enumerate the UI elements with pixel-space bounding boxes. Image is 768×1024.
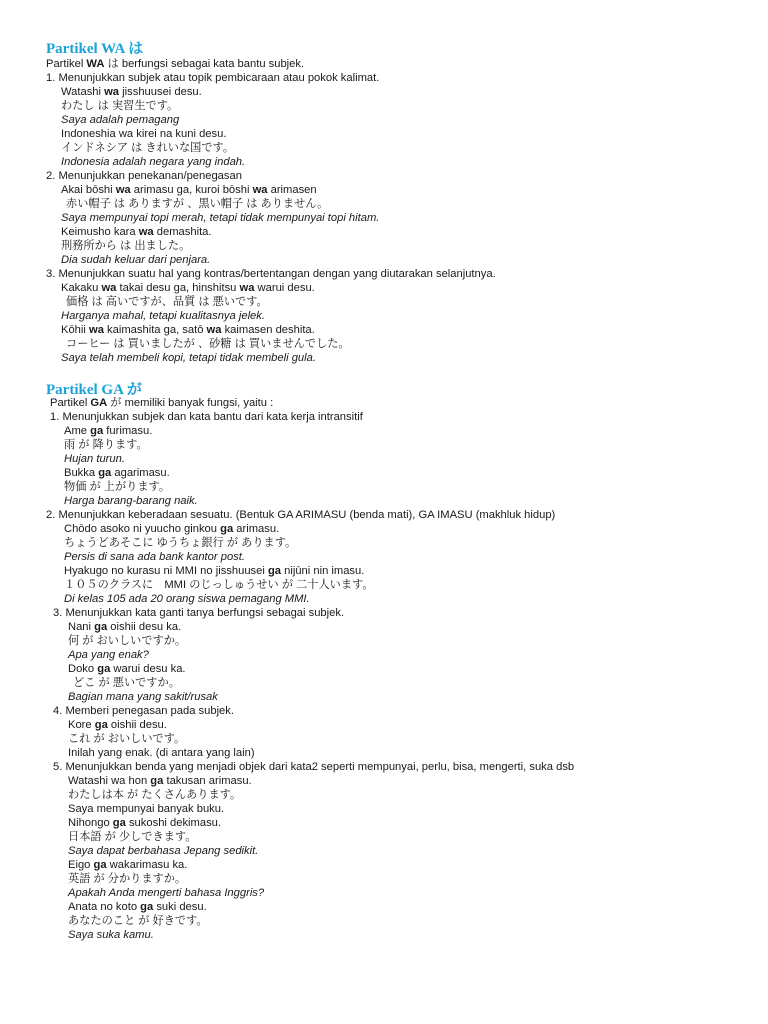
ga-5-2-translation: Saya dapat berbahasa Jepang sedikit. — [68, 845, 259, 857]
wa-3-1-romaji: Kakaku wa takai desu ga, hinshitsu wa warui desu. — [61, 282, 315, 294]
section-title-ga: Partikel GA が — [46, 382, 142, 398]
wa-3-2-translation: Saya telah membeli kopi, tetapi tidak membeli gula. — [61, 352, 316, 364]
wa-1-2-translation: Indonesia adalah negara yang indah. — [61, 156, 246, 168]
wa-3-1-translation: Harganya mahal, tetapi kualitasnya jelek. — [61, 310, 265, 322]
wa-item-2-heading: 2. Menunjukkan penekanan/penegasan — [46, 170, 242, 182]
ga-5-4-romaji: Anata no koto ga suki desu. — [68, 901, 207, 913]
ga-item-5-heading: 5. Menunjukkan benda yang menjadi objek dari kata2 seperti mempunyai, perlu, bisa, mengerti, suka dsb — [53, 761, 575, 773]
wa-1-2-japanese: インドネシア は きれいな国です。 — [61, 142, 235, 154]
ga-5-1-translation: Saya mempunyai banyak buku. — [68, 803, 225, 815]
wa-2-2-translation: Dia sudah keluar dari penjara. — [61, 254, 211, 266]
ga-2-2-translation: Di kelas 105 ada 20 orang siswa pemagang MMI. — [64, 593, 310, 605]
wa-2-1-romaji: Akai bōshi wa arimasu ga, kuroi bōshi wa arimasen — [61, 184, 317, 196]
ga-1-2-translation: Harga barang-barang naik. — [64, 495, 198, 507]
ga-5-4-translation: Saya suka kamu. — [68, 929, 154, 941]
ga-5-2-romaji: Nihongo ga sukoshi dekimasu. — [68, 817, 221, 829]
ga-1-2-romaji: Bukka ga agarimasu. — [64, 467, 170, 479]
wa-1-1-translation: Saya adalah pemagang — [61, 114, 180, 126]
ga-1-2-japanese: 物価 が 上がります。 — [64, 481, 171, 493]
section-title-wa: Partikel WA は — [46, 41, 144, 57]
ga-item-1-heading: 1. Menunjukkan subjek dan kata bantu dari kata kerja intransitif — [50, 411, 363, 423]
ga-5-3-romaji: Eigo ga wakarimasu ka. — [68, 859, 188, 871]
wa-2-2-romaji: Keimusho kara wa demashita. — [61, 226, 212, 238]
ga-3-1-romaji: Nani ga oishii desu ka. — [68, 621, 182, 633]
ga-item-3-heading: 3. Menunjukkan kata ganti tanya berfungsi sebagai subjek. — [53, 607, 345, 619]
ga-1-1-romaji: Ame ga furimasu. — [64, 425, 153, 437]
ga-5-4-japanese: あなたのこと が 好きです。 — [68, 915, 208, 927]
wa-3-2-romaji: Kōhii wa kaimashita ga, satō wa kaimasen deshita. — [61, 324, 315, 336]
wa-intro: Partikel WA は berfungsi sebagai kata bantu subjek. — [46, 58, 305, 70]
ga-5-2-japanese: 日本語 が 少しできます。 — [68, 831, 197, 843]
wa-item-1-heading: 1. Menunjukkan subjek atau topik pembicaraan atau pokok kalimat. — [46, 72, 380, 84]
ga-2-1-romaji: Chōdo asoko ni yuucho ginkou ga arimasu. — [64, 523, 280, 535]
ga-3-2-translation: Bagian mana yang sakit/rusak — [68, 691, 218, 703]
ga-5-3-japanese: 英語 が 分かりますか。 — [68, 873, 187, 885]
ga-2-1-japanese: ちょうどあそこに ゆうちょ銀行 が あります。 — [64, 537, 297, 549]
ga-3-1-japanese: 何 が おいしいですか。 — [68, 635, 187, 647]
ga-intro: Partikel GA が memiliki banyak fungsi, yaitu : — [50, 397, 274, 409]
wa-item-3-heading: 3. Menunjukkan suatu hal yang kontras/bertentangan dengan yang diutarakan selanjutnya. — [46, 268, 496, 280]
ga-2-2-romaji: Hyakugo no kurasu ni MMI no jisshuusei ga nijūni nin imasu. — [64, 565, 365, 577]
ga-2-1-translation: Persis di sana ada bank kantor post. — [64, 551, 245, 563]
wa-1-1-japanese: わたし は 実習生です。 — [61, 100, 179, 112]
ga-1-1-japanese: 雨 が 降ります。 — [64, 439, 148, 451]
ga-3-1-translation: Apa yang enak? — [68, 649, 149, 661]
wa-1-1-romaji: Watashi wa jisshuusei desu. — [61, 86, 202, 98]
ga-1-1-translation: Hujan turun. — [64, 453, 125, 465]
ga-4-1-translation: Inilah yang enak. (di antara yang lain) — [68, 747, 255, 759]
ga-3-2-romaji: Doko ga warui desu ka. — [68, 663, 186, 675]
wa-1-2-romaji: Indoneshia wa kirei na kuni desu. — [61, 128, 227, 140]
ga-item-2-heading: 2. Menunjukkan keberadaan sesuatu. (Bentuk GA ARIMASU (benda mati), GA IMASU (makhluk hidup) — [46, 509, 556, 521]
ga-4-1-japanese: これ が おいしいです。 — [68, 733, 186, 745]
ga-5-3-translation: Apakah Anda mengerti bahasa Inggris? — [68, 887, 265, 899]
ga-4-1-romaji: Kore ga oishii desu. — [68, 719, 167, 731]
wa-3-2-japanese: コーヒー は 買いましたが 、砂糖 は 買いませんでした。 — [66, 338, 350, 350]
wa-2-1-translation: Saya mempunyai topi merah, tetapi tidak mempunyai topi hitam. — [61, 212, 380, 224]
ga-3-2-japanese: どこ が 悪いですか。 — [73, 677, 180, 689]
ga-5-1-romaji: Watashi wa hon ga takusan arimasu. — [68, 775, 252, 787]
ga-5-1-japanese: わたしは本 が たくさんあります。 — [68, 789, 242, 801]
ga-2-2-japanese: １０５のクラスに MMI のじっしゅうせい が 二十人います。 — [64, 579, 374, 591]
wa-2-1-japanese: 赤い帽子 は ありますが 、黒い帽子 は ありません。 — [66, 198, 329, 210]
wa-2-2-japanese: 刑務所から は 出ました。 — [61, 240, 191, 252]
ga-item-4-heading: 4. Memberi penegasan pada subjek. — [53, 705, 234, 717]
wa-3-1-japanese: 価格 は 高いですが、品質 は 悪いです。 — [66, 296, 268, 308]
